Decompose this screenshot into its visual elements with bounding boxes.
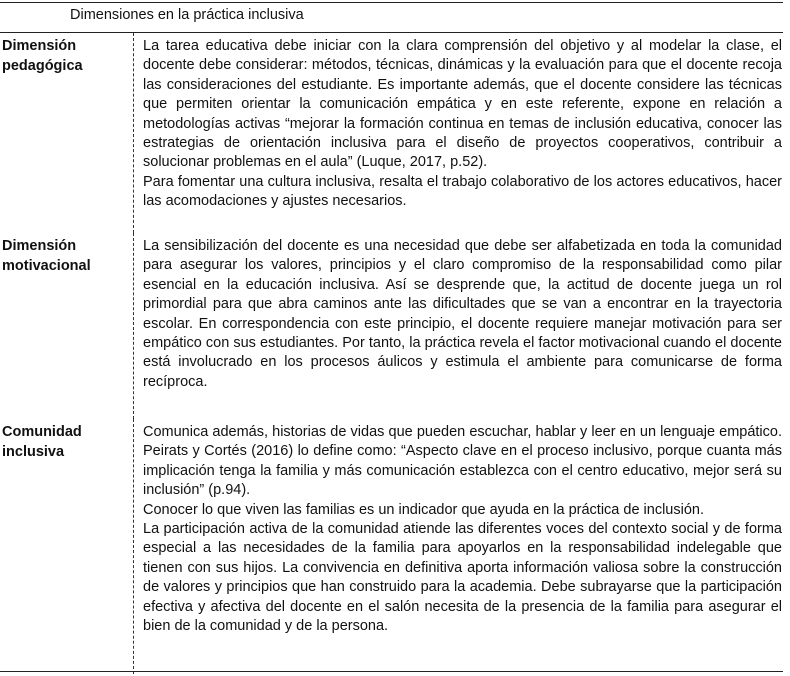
row-description (134, 419, 783, 674)
table-row (0, 33, 783, 233)
row-label-line: motivacional (2, 257, 91, 274)
row-label (0, 33, 134, 233)
row-label (0, 419, 134, 674)
description-paragraph: La tarea educativa debe iniciar con la clara comprensión del objetivo y al modelar la clase, el docente debe considerar: métodos, técnicas, dinámicas y la evaluación para que el docente recoja las consideraciones del estudiante. Es importante además, que el docente considere las técnicas que permiten orientar la comunicación empática y en este referente, expone en relación a metodologías activas “mejorar la formación continua en temas de inclusión educativa, conocer las estrategias de orientación inclusiva para el diseño de proyectos cooperativos, contribuir a solucionar problemas en el aula” (Luque, 2017, p.52). (143, 38, 782, 171)
row-description (134, 233, 783, 419)
table-caption: Dimensiones en la práctica inclusiva (0, 3, 783, 33)
row-label-line: Dimensión (2, 38, 77, 54)
row-label (0, 233, 134, 419)
row-label-line: Dimensión (2, 238, 77, 254)
row-label-line: Comunidad (2, 424, 82, 440)
row-label-line: pedagógica (2, 57, 83, 74)
dimensions-table (0, 2, 783, 674)
row-description (134, 33, 783, 233)
table-bottom-rule (0, 671, 783, 672)
row-label-line: inclusiva (2, 443, 65, 460)
description-paragraph: La sensibilización del docente es una necesidad que debe ser alfabetizada en toda la comunidad para asegurar los valores, principios y el claro compromiso de la responsabilidad como pilar esencial en la educación inclusiva. Así se desprende que, la actitud de docente juega un rol primordial para que abra caminos ante las dificultades que se van a encontrar en la trayectoria escolar. En correspondencia con este principio, el docente requiere manejar motivación para ser empático con sus estudiantes. Por tanto, la práctica revela el factor motivacional cuando el docente está involucrado en los procesos áulicos y estimula el ambiente para comunicarse de forma recíproca. (143, 238, 782, 390)
table-row (0, 419, 783, 674)
description-paragraph: Conocer lo que viven las familias es un indicador que ayuda en la práctica de inclusión. (143, 501, 704, 518)
description-paragraph: Comunica además, historias de vidas que pueden escuchar, hablar y leer en un lenguaje empático. Peirats y Cortés (2016) lo define como: “Aspecto clave en el proceso inclusivo, porque cuanta más implicación tenga la familia y más comunicación establezca con el centro educativo, mejor será su inclusión” (p.94). (143, 424, 782, 499)
description-paragraph: La participación activa de la comunidad atiende las diferentes voces del contexto social y de forma especial a las necesidades de la familia para apoyarlos en la responsabilidad indelegable que tienen con sus hijos. La convivencia en definitiva aporta información valiosa sobre la construcción de valores y principios que han construido para la academia. Debe subrayarse que la participación efectiva y afectiva del docente en el salón necesita de la presencia de la familia para asegurar el bien de la comunidad y de la persona. (143, 521, 782, 635)
description-paragraph: Para fomentar una cultura inclusiva, resalta el trabajo colaborativo de los actores educativos, hacer las acomodaciones y ajustes necesarios. (143, 173, 782, 210)
table-row (0, 233, 783, 419)
